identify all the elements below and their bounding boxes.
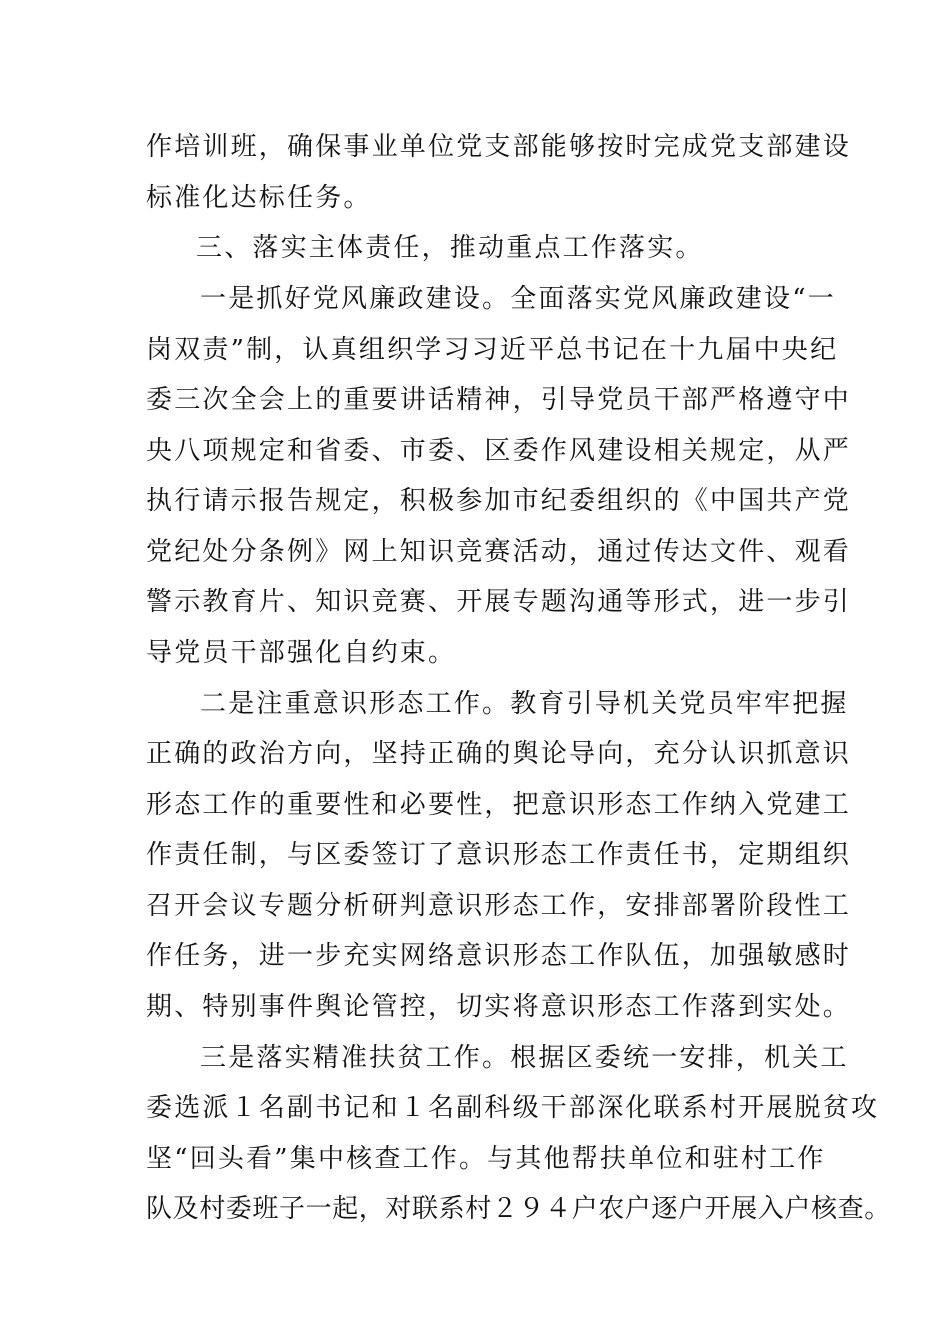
- text-line: 党纪处分条例》网上知识竞赛活动，通过传达文件、观看: [146, 537, 852, 567]
- text-line: 二是注重意识形态工作。教育引导机关党员牢牢把握: [200, 689, 849, 719]
- text-line: 委选派１名副书记和１名副科级干部深化联系村开展脱贫攻: [146, 1093, 880, 1123]
- text-line: 岗双责”制，认真组织学习习近平总书记在十九届中央纪: [146, 335, 839, 365]
- text-line: 委三次全会上的重要讲话精神，引导党员干部严格遵守中: [146, 385, 852, 415]
- text-line: 导党员干部强化自约束。: [146, 638, 457, 668]
- text-line: 作培训班，确保事业单位党支部能够按时完成党支部建设: [146, 132, 852, 162]
- text-line: 召开会议专题分析研判意识形态工作，安排部署阶段性工: [146, 891, 852, 921]
- text-line: 作任务，进一步充实网络意识形态工作队伍，加强敏感时: [146, 941, 852, 971]
- text-line: 坚“回头看”集中核查工作。与其他帮扶单位和驻村工作: [146, 1144, 826, 1174]
- section-heading: 三、落实主体责任，推动重点工作落实。: [196, 233, 704, 263]
- text-line: 期、特别事件舆论管控，切实将意识形态工作落到实处。: [146, 992, 852, 1022]
- text-line: 作责任制，与区委签订了意识形态工作责任书，定期组织: [146, 840, 852, 870]
- text-line: 执行请示报告规定，积极参加市纪委组织的《中国共产党: [146, 486, 852, 516]
- text-line: 形态工作的重要性和必要性，把意识形态工作纳入党建工: [146, 790, 852, 820]
- text-line: 央八项规定和省委、市委、区委作风建设相关规定，从严: [146, 436, 852, 466]
- text-line: 一是抓好党风廉政建设。全面落实党风廉政建设“一: [200, 284, 836, 314]
- text-line: 正确的政治方向，坚持正确的舆论导向，充分认识抓意识: [146, 739, 852, 769]
- text-line: 警示教育片、知识竞赛、开展专题沟通等形式，进一步引: [146, 587, 852, 617]
- text-line: 三是落实精准扶贫工作。根据区委统一安排，机关工: [200, 1043, 849, 1073]
- text-line: 队及村委班子一起，对联系村２９４户农户逐户开展入户核查。: [146, 1194, 891, 1224]
- text-line: 标准化达标任务。: [146, 183, 372, 213]
